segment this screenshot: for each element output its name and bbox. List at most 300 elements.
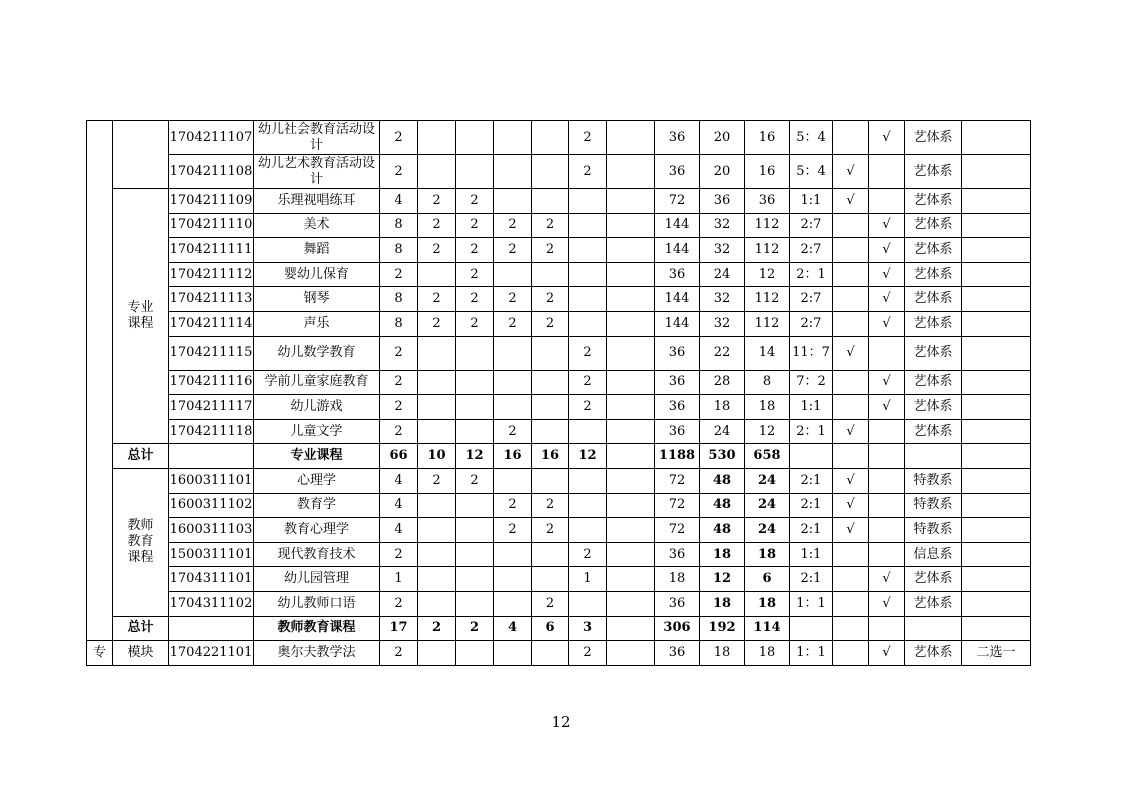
- course-s1-cell: [418, 155, 456, 189]
- course-code-cell: 1704211118: [169, 419, 254, 444]
- course-ratio-cell: 1:1: [790, 189, 833, 214]
- course-theory-cell: 36: [700, 189, 745, 214]
- course-s6-cell: [607, 641, 655, 666]
- course-ratio-cell: 1:1: [790, 542, 833, 567]
- table-row: [87, 262, 1031, 287]
- course-name-cell: 教育心理学: [254, 518, 380, 543]
- course-note-cell: [962, 395, 1031, 420]
- course-s1-cell: [418, 567, 456, 592]
- course-s6-cell: [607, 518, 655, 543]
- group-label-teacher-education: 教师 教育 课程: [113, 468, 169, 616]
- course-practice-cell: 112: [745, 287, 790, 312]
- table-row: [87, 155, 1031, 189]
- course-s6-cell: [607, 542, 655, 567]
- course-s5-cell: 2: [569, 542, 607, 567]
- course-s3-cell: [494, 155, 532, 189]
- course-dept-cell: 艺体系: [905, 189, 962, 214]
- total-practice-cell: 114: [745, 616, 790, 641]
- course-s1-cell: 2: [418, 311, 456, 336]
- course-s2-cell: 2: [456, 189, 494, 214]
- course-s1-cell: [418, 395, 456, 420]
- total-s5-cell: 3: [569, 616, 607, 641]
- course-exam-cell: √: [833, 468, 869, 493]
- course-credit-cell: 2: [380, 542, 418, 567]
- course-ratio-cell: 2:7: [790, 311, 833, 336]
- course-code-cell: 1704211109: [169, 189, 254, 214]
- course-note-cell: 二选一: [962, 641, 1031, 666]
- course-check-cell: √: [869, 395, 905, 420]
- total-empty-cell: [833, 444, 869, 469]
- course-s1-cell: [418, 542, 456, 567]
- course-dept-cell: 艺体系: [905, 567, 962, 592]
- course-total-cell: 36: [655, 370, 700, 395]
- course-s5-cell: [569, 591, 607, 616]
- course-dept-cell: 艺体系: [905, 641, 962, 666]
- course-s5-cell: 2: [569, 155, 607, 189]
- course-s5-cell: [569, 213, 607, 238]
- course-practice-cell: 24: [745, 468, 790, 493]
- course-code-cell: 1600311101: [169, 468, 254, 493]
- course-practice-cell: 14: [745, 336, 790, 370]
- course-s1-cell: [418, 419, 456, 444]
- course-s5-cell: 1: [569, 567, 607, 592]
- course-name-cell: 乐理视唱练耳: [254, 189, 380, 214]
- course-ratio-cell: 7：2: [790, 370, 833, 395]
- category-label-cell: 专: [87, 641, 113, 666]
- course-s6-cell: [607, 155, 655, 189]
- course-exam-cell: √: [833, 336, 869, 370]
- table-row: [87, 370, 1031, 395]
- course-credit-cell: 8: [380, 311, 418, 336]
- course-s4-cell: [532, 121, 569, 155]
- course-s4-cell: [532, 155, 569, 189]
- course-check-cell: [869, 336, 905, 370]
- course-note-cell: [962, 262, 1031, 287]
- course-code-cell: 1704211111: [169, 238, 254, 263]
- course-ratio-cell: 1：1: [790, 591, 833, 616]
- course-s3-cell: 2: [494, 419, 532, 444]
- course-ratio-cell: 2:7: [790, 287, 833, 312]
- course-code-cell: 1704211108: [169, 155, 254, 189]
- course-check-cell: [869, 189, 905, 214]
- course-credit-cell: 2: [380, 395, 418, 420]
- table-row: [87, 336, 1031, 370]
- course-s3-cell: [494, 591, 532, 616]
- course-s5-cell: [569, 287, 607, 312]
- table-row: [87, 395, 1031, 420]
- course-credit-cell: 4: [380, 189, 418, 214]
- course-theory-cell: 18: [700, 395, 745, 420]
- course-practice-cell: 12: [745, 419, 790, 444]
- course-practice-cell: 36: [745, 189, 790, 214]
- course-s1-cell: 2: [418, 189, 456, 214]
- course-s5-cell: [569, 419, 607, 444]
- course-name-cell: 学前儿童家庭教育: [254, 370, 380, 395]
- course-theory-cell: 20: [700, 155, 745, 189]
- course-s2-cell: [456, 518, 494, 543]
- course-ratio-cell: 2:1: [790, 567, 833, 592]
- total-theory-cell: 530: [700, 444, 745, 469]
- course-credit-cell: 8: [380, 287, 418, 312]
- course-practice-cell: 18: [745, 395, 790, 420]
- course-s4-cell: [532, 336, 569, 370]
- course-s5-cell: 2: [569, 395, 607, 420]
- course-s4-cell: 2: [532, 287, 569, 312]
- total-empty-cell: [905, 616, 962, 641]
- course-s5-cell: [569, 518, 607, 543]
- total-practice-cell: 658: [745, 444, 790, 469]
- course-note-cell: [962, 336, 1031, 370]
- course-practice-cell: 12: [745, 262, 790, 287]
- course-s5-cell: 2: [569, 641, 607, 666]
- table-body: [87, 121, 1031, 666]
- course-exam-cell: [833, 542, 869, 567]
- group-cell: [113, 121, 169, 189]
- course-s6-cell: [607, 419, 655, 444]
- course-theory-cell: 48: [700, 493, 745, 518]
- total-empty-cell: [869, 444, 905, 469]
- course-check-cell: [869, 419, 905, 444]
- course-s6-cell: [607, 468, 655, 493]
- course-s5-cell: 2: [569, 370, 607, 395]
- course-ratio-cell: 5：4: [790, 155, 833, 189]
- table-row: [87, 493, 1031, 518]
- table-row: [87, 287, 1031, 312]
- course-check-cell: √: [869, 641, 905, 666]
- total-total-cell: 1188: [655, 444, 700, 469]
- total-label-cell: 总计: [113, 616, 169, 641]
- total-empty-cell: [869, 616, 905, 641]
- course-s5-cell: [569, 468, 607, 493]
- course-s1-cell: 2: [418, 287, 456, 312]
- table-row: [87, 311, 1031, 336]
- course-total-cell: 36: [655, 419, 700, 444]
- course-exam-cell: [833, 311, 869, 336]
- total-s6-cell: [607, 444, 655, 469]
- course-s4-cell: 2: [532, 518, 569, 543]
- course-s6-cell: [607, 591, 655, 616]
- course-s2-cell: [456, 591, 494, 616]
- table-row: [87, 468, 1031, 493]
- course-s2-cell: 2: [456, 468, 494, 493]
- total-empty-cell: [962, 616, 1031, 641]
- course-s1-cell: 2: [418, 213, 456, 238]
- course-s4-cell: [532, 262, 569, 287]
- course-check-cell: √: [869, 262, 905, 287]
- total-credit-cell: 17: [380, 616, 418, 641]
- course-s1-cell: [418, 493, 456, 518]
- course-s2-cell: [456, 370, 494, 395]
- total-name-cell: 教师教育课程: [254, 616, 380, 641]
- course-theory-cell: 20: [700, 121, 745, 155]
- course-practice-cell: 8: [745, 370, 790, 395]
- course-s6-cell: [607, 493, 655, 518]
- course-s3-cell: [494, 262, 532, 287]
- course-s6-cell: [607, 213, 655, 238]
- page-number: 12: [551, 713, 571, 731]
- course-s4-cell: 2: [532, 213, 569, 238]
- course-s5-cell: 2: [569, 336, 607, 370]
- course-code-cell: 1704221101: [169, 641, 254, 666]
- course-ratio-cell: 2:1: [790, 468, 833, 493]
- total-empty-cell: [790, 616, 833, 641]
- course-code-cell: 1600311102: [169, 493, 254, 518]
- course-s3-cell: 2: [494, 213, 532, 238]
- course-total-cell: 72: [655, 493, 700, 518]
- table-row: [87, 189, 1031, 214]
- category-cell: [87, 121, 113, 641]
- course-exam-cell: [833, 370, 869, 395]
- course-s6-cell: [607, 238, 655, 263]
- table-row: [87, 238, 1031, 263]
- course-credit-cell: 4: [380, 518, 418, 543]
- course-s3-cell: [494, 189, 532, 214]
- course-name-cell: 美术: [254, 213, 380, 238]
- table-row: [87, 518, 1031, 543]
- course-dept-cell: 艺体系: [905, 311, 962, 336]
- course-exam-cell: √: [833, 518, 869, 543]
- course-check-cell: [869, 468, 905, 493]
- course-s1-cell: 2: [418, 238, 456, 263]
- course-ratio-cell: 2:7: [790, 238, 833, 263]
- course-exam-cell: [833, 567, 869, 592]
- course-s6-cell: [607, 189, 655, 214]
- course-total-cell: 36: [655, 641, 700, 666]
- course-code-cell: 1704211110: [169, 213, 254, 238]
- course-s4-cell: [532, 370, 569, 395]
- total-empty-cell: [962, 444, 1031, 469]
- course-s3-cell: [494, 121, 532, 155]
- total-s1-cell: 2: [418, 616, 456, 641]
- course-code-cell: 1704311101: [169, 567, 254, 592]
- course-total-cell: 36: [655, 262, 700, 287]
- course-total-cell: 72: [655, 518, 700, 543]
- course-code-cell: 1600311103: [169, 518, 254, 543]
- course-total-cell: 72: [655, 468, 700, 493]
- course-theory-cell: 24: [700, 419, 745, 444]
- course-name-cell: 幼儿游戏: [254, 395, 380, 420]
- course-total-cell: 18: [655, 567, 700, 592]
- course-s1-cell: [418, 641, 456, 666]
- total-empty-cell: [169, 616, 254, 641]
- course-note-cell: [962, 287, 1031, 312]
- total-s3-cell: 4: [494, 616, 532, 641]
- course-s6-cell: [607, 287, 655, 312]
- course-code-cell: 1704211114: [169, 311, 254, 336]
- course-s4-cell: 2: [532, 591, 569, 616]
- course-name-cell: 幼儿社会教育活动设计: [254, 121, 380, 155]
- course-practice-cell: 18: [745, 542, 790, 567]
- course-s6-cell: [607, 121, 655, 155]
- total-s4-cell: 16: [532, 444, 569, 469]
- course-s6-cell: [607, 262, 655, 287]
- course-s4-cell: 2: [532, 493, 569, 518]
- course-total-cell: 144: [655, 287, 700, 312]
- table-row: [87, 121, 1031, 155]
- course-credit-cell: 2: [380, 121, 418, 155]
- course-dept-cell: 艺体系: [905, 155, 962, 189]
- course-note-cell: [962, 542, 1031, 567]
- course-s2-cell: [456, 336, 494, 370]
- total-empty-cell: [905, 444, 962, 469]
- course-s4-cell: 2: [532, 311, 569, 336]
- total-theory-cell: 192: [700, 616, 745, 641]
- course-total-cell: 144: [655, 311, 700, 336]
- course-note-cell: [962, 370, 1031, 395]
- course-exam-cell: √: [833, 419, 869, 444]
- course-s2-cell: [456, 493, 494, 518]
- table-row: [87, 567, 1031, 592]
- course-s3-cell: 2: [494, 311, 532, 336]
- course-theory-cell: 18: [700, 542, 745, 567]
- course-name-cell: 舞蹈: [254, 238, 380, 263]
- table-row: [87, 213, 1031, 238]
- course-s6-cell: [607, 336, 655, 370]
- course-s5-cell: [569, 493, 607, 518]
- course-dept-cell: 艺体系: [905, 395, 962, 420]
- course-name-cell: 幼儿艺术教育活动设计: [254, 155, 380, 189]
- course-practice-cell: 112: [745, 311, 790, 336]
- course-code-cell: 1704311102: [169, 591, 254, 616]
- course-ratio-cell: 11：7: [790, 336, 833, 370]
- course-credit-cell: 2: [380, 370, 418, 395]
- course-check-cell: √: [869, 370, 905, 395]
- course-s1-cell: [418, 370, 456, 395]
- total-s2-cell: 12: [456, 444, 494, 469]
- course-exam-cell: [833, 121, 869, 155]
- course-dept-cell: 艺体系: [905, 213, 962, 238]
- course-credit-cell: 1: [380, 567, 418, 592]
- course-s3-cell: 2: [494, 238, 532, 263]
- course-exam-cell: [833, 641, 869, 666]
- course-name-cell: 婴幼儿保育: [254, 262, 380, 287]
- course-check-cell: [869, 518, 905, 543]
- course-ratio-cell: 1：1: [790, 641, 833, 666]
- course-s4-cell: [532, 395, 569, 420]
- course-check-cell: [869, 493, 905, 518]
- course-name-cell: 教育学: [254, 493, 380, 518]
- course-practice-cell: 112: [745, 213, 790, 238]
- course-s2-cell: [456, 542, 494, 567]
- course-name-cell: 心理学: [254, 468, 380, 493]
- course-s3-cell: 2: [494, 518, 532, 543]
- table-row: [87, 591, 1031, 616]
- course-exam-cell: √: [833, 155, 869, 189]
- course-exam-cell: [833, 262, 869, 287]
- course-exam-cell: √: [833, 493, 869, 518]
- course-note-cell: [962, 468, 1031, 493]
- course-s2-cell: [456, 419, 494, 444]
- course-s5-cell: [569, 238, 607, 263]
- course-note-cell: [962, 419, 1031, 444]
- course-note-cell: [962, 155, 1031, 189]
- total-credit-cell: 66: [380, 444, 418, 469]
- course-ratio-cell: 2:1: [790, 518, 833, 543]
- course-s2-cell: [456, 155, 494, 189]
- course-total-cell: 36: [655, 395, 700, 420]
- course-theory-cell: 12: [700, 567, 745, 592]
- course-dept-cell: 特教系: [905, 518, 962, 543]
- course-s2-cell: 2: [456, 287, 494, 312]
- course-theory-cell: 28: [700, 370, 745, 395]
- course-dept-cell: 特教系: [905, 493, 962, 518]
- course-credit-cell: 2: [380, 591, 418, 616]
- course-s6-cell: [607, 395, 655, 420]
- course-note-cell: [962, 189, 1031, 214]
- course-credit-cell: 4: [380, 493, 418, 518]
- course-s4-cell: [532, 567, 569, 592]
- course-name-cell: 声乐: [254, 311, 380, 336]
- course-total-cell: 36: [655, 336, 700, 370]
- course-name-cell: 奥尔夫教学法: [254, 641, 380, 666]
- course-credit-cell: 2: [380, 262, 418, 287]
- course-s3-cell: [494, 370, 532, 395]
- course-practice-cell: 18: [745, 591, 790, 616]
- table-row: [87, 419, 1031, 444]
- course-check-cell: √: [869, 567, 905, 592]
- course-practice-cell: 6: [745, 567, 790, 592]
- course-s3-cell: [494, 641, 532, 666]
- course-check-cell: √: [869, 287, 905, 312]
- course-note-cell: [962, 311, 1031, 336]
- course-total-cell: 144: [655, 238, 700, 263]
- course-name-cell: 幼儿园管理: [254, 567, 380, 592]
- course-practice-cell: 16: [745, 121, 790, 155]
- course-dept-cell: 艺体系: [905, 287, 962, 312]
- course-name-cell: 幼儿数学教育: [254, 336, 380, 370]
- total-name-cell: 专业课程: [254, 444, 380, 469]
- course-check-cell: [869, 542, 905, 567]
- course-check-cell: √: [869, 591, 905, 616]
- total-row: [87, 616, 1031, 641]
- course-s4-cell: [532, 641, 569, 666]
- course-exam-cell: [833, 238, 869, 263]
- course-check-cell: [869, 155, 905, 189]
- course-theory-cell: 32: [700, 213, 745, 238]
- course-s6-cell: [607, 567, 655, 592]
- course-s3-cell: 2: [494, 493, 532, 518]
- course-dept-cell: 艺体系: [905, 370, 962, 395]
- course-s1-cell: [418, 518, 456, 543]
- course-theory-cell: 18: [700, 641, 745, 666]
- course-exam-cell: √: [833, 189, 869, 214]
- course-note-cell: [962, 591, 1031, 616]
- course-credit-cell: 2: [380, 419, 418, 444]
- course-s6-cell: [607, 370, 655, 395]
- course-s1-cell: 2: [418, 468, 456, 493]
- course-code-cell: 1500311101: [169, 542, 254, 567]
- course-credit-cell: 2: [380, 641, 418, 666]
- course-dept-cell: 信息系: [905, 542, 962, 567]
- course-note-cell: [962, 518, 1031, 543]
- total-empty-cell: [169, 444, 254, 469]
- course-s4-cell: [532, 419, 569, 444]
- course-ratio-cell: 2:1: [790, 493, 833, 518]
- course-code-cell: 1704211116: [169, 370, 254, 395]
- total-s5-cell: 12: [569, 444, 607, 469]
- course-ratio-cell: 5：4: [790, 121, 833, 155]
- course-code-cell: 1704211112: [169, 262, 254, 287]
- group-label-professional: 专业 课程: [113, 189, 169, 444]
- total-s6-cell: [607, 616, 655, 641]
- total-s1-cell: 10: [418, 444, 456, 469]
- course-total-cell: 36: [655, 155, 700, 189]
- course-dept-cell: 艺体系: [905, 336, 962, 370]
- course-ratio-cell: 2：1: [790, 419, 833, 444]
- course-s4-cell: 2: [532, 238, 569, 263]
- course-exam-cell: [833, 213, 869, 238]
- course-exam-cell: [833, 591, 869, 616]
